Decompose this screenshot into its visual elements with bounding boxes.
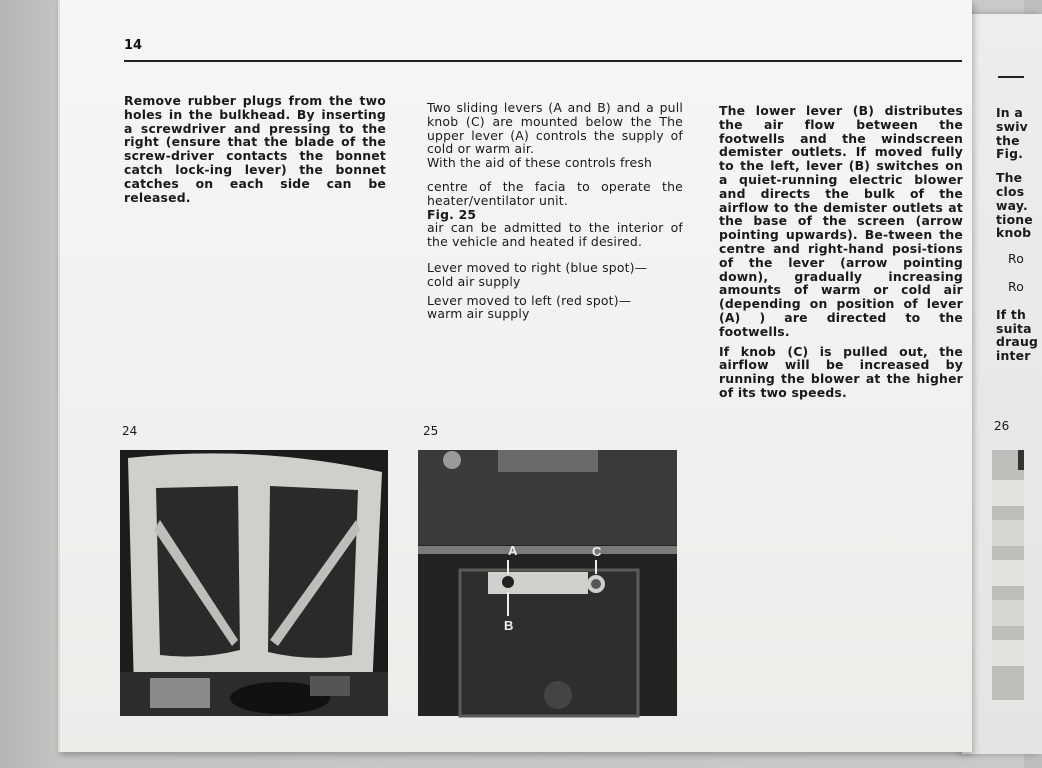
col4-line: tione — [996, 211, 1033, 227]
figure-24-label: 24 — [122, 424, 138, 438]
marker-b: B — [504, 618, 514, 633]
fresh-air-paragraph: air can be admitted to the interior of the vehicle and heated if desired. — [427, 220, 683, 250]
fig-25-reference: Fig. 25 — [427, 206, 477, 222]
col4-line: If th — [996, 306, 1027, 322]
lever-left-result: warm air supply — [427, 306, 530, 322]
col4-line: Fig. — [996, 146, 1024, 162]
knob-paragraph: If knob (C) is pulled out, the airflow will be increased by running the blower at the higher of its two speeds. — [719, 343, 963, 400]
col4-line: suita — [996, 320, 1032, 336]
col4-line: the — [996, 132, 1020, 148]
lever-left-text: Lever moved to left (red spot)— — [427, 292, 632, 308]
figure-25-controls-photo — [418, 450, 677, 716]
col4-line: draug — [996, 334, 1039, 350]
facia-paragraph: centre of the facia to operate the heater/ventilator unit. — [427, 178, 683, 208]
text-column-3 — [719, 104, 963, 400]
page-number: 14 — [124, 38, 143, 53]
figure-26-label: 26 — [994, 419, 1010, 433]
lower-lever-paragraph: The lower lever (B) distributes the air flow between the footwells and the windscreen demister outlets. If moved fully to the left, lever (B) switches on a quiet-running electric blower and directs the bulk of the airflow to the demister outlets at the base of the screen (arrow pointing upwards). Be-tween the centre and right-hand posi-tions of the lever (arrow pointing down), gradually increasing amounts of warm or cold air (depending on position of lever (A) ) are directed to the footwells. — [719, 103, 963, 339]
next-page-header-rule — [998, 76, 1024, 78]
text-column-1 — [124, 94, 386, 204]
col4-line: swiv — [996, 118, 1028, 134]
bonnet-release-paragraph: Remove rubber plugs from the two holes in the bulkhead. By inserting a screwdriver and pressing to the right (ensure that the blade of the screw-driver contacts the bonnet catch lock-ing lever) the bonnet catches on each side can be released. — [124, 93, 386, 205]
col4-line: Ro — [1008, 251, 1025, 267]
figure-24-bonnet-photo — [120, 450, 388, 716]
marker-a: A — [508, 543, 518, 558]
col4-line: The — [996, 170, 1023, 186]
col4-line: knob — [996, 225, 1032, 241]
lever-right-text: Lever moved to right (blue spot)— — [427, 259, 648, 275]
figure-25-label: 25 — [423, 424, 439, 438]
controls-line: With the aid of these controls fresh — [427, 155, 653, 171]
controls-paragraph: Two sliding levers (A and B) and a pull knob (C) are mounted below the The upper lever (A) controls the supply of cold or warm air. — [427, 100, 683, 157]
header-rule — [124, 60, 962, 62]
col4-line: way. — [996, 197, 1028, 213]
text-column-4-partial — [996, 105, 1039, 364]
col4-line: clos — [996, 183, 1025, 199]
text-column-2 — [427, 101, 683, 321]
col4-line: inter — [996, 348, 1031, 364]
marker-c: C — [592, 544, 602, 559]
col4-line: Ro — [1008, 278, 1025, 294]
figure-26-partial-photo — [992, 450, 1024, 700]
lever-right-result: cold air supply — [427, 273, 521, 289]
col4-line: In a — [996, 105, 1023, 120]
